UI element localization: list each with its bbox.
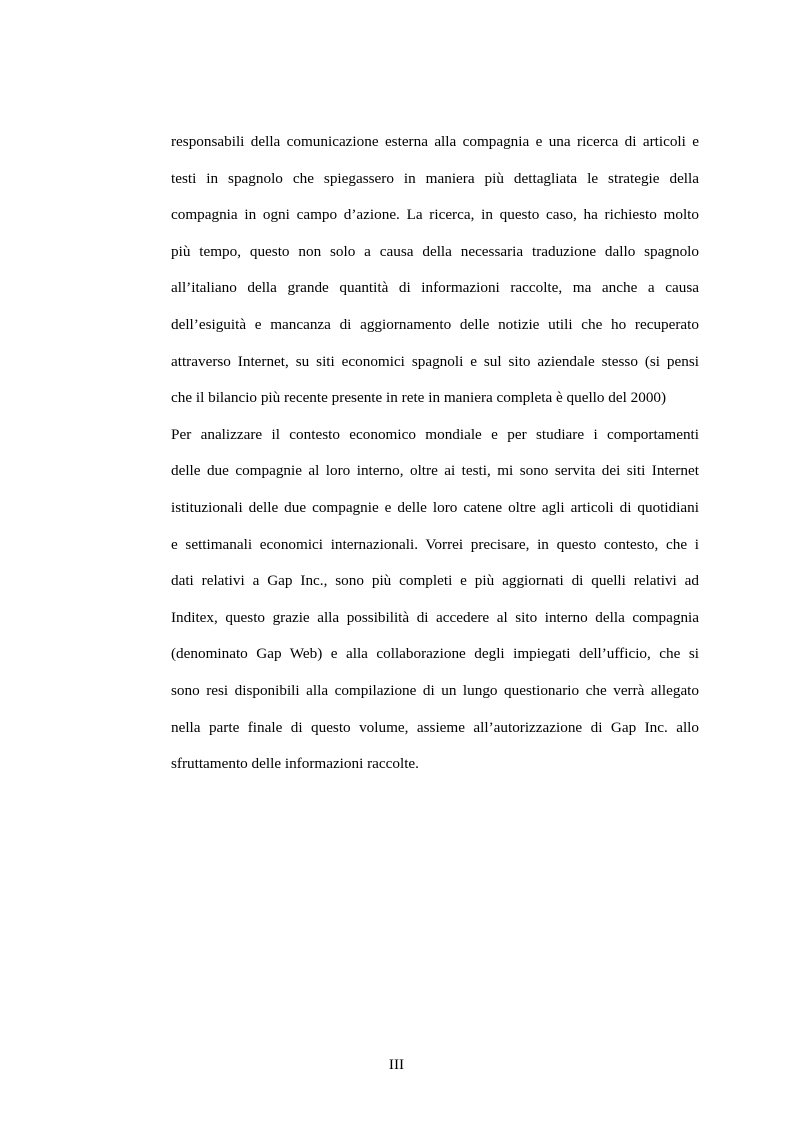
text-line: sono resi disponibili alla compilazione di un lungo questionario che verrà allegato (171, 681, 699, 699)
text-line: delle due compagnie al loro interno, oltre ai testi, mi sono servita dei siti Internet (171, 462, 699, 480)
text-line: testi in spagnolo che spiegassero in maniera più dettagliata le strategie della (171, 169, 699, 187)
text-line: dell’esiguità e mancanza di aggiornamento delle notizie utili che ho recuperato (171, 315, 699, 333)
text-line: più tempo, questo non solo a causa della necessaria traduzione dallo spagnolo (171, 242, 699, 260)
text-line: all’italiano della grande quantità di informazioni raccolte, ma anche a causa (171, 279, 699, 297)
text-line: Per analizzare il contesto economico mondiale e per studiare i comportamenti (171, 425, 699, 443)
text-line: che il bilancio più recente presente in rete in maniera completa è quello del 2000) (171, 389, 667, 407)
text-line: (denominato Gap Web) e alla collaborazione degli impiegati dell’ufficio, che si (171, 645, 699, 663)
text-line: compagnia in ogni campo d’azione. La ricerca, in questo caso, ha richiesto molto (171, 206, 699, 224)
text-line: responsabili della comunicazione esterna alla compagnia e una ricerca di articoli e (171, 133, 699, 150)
text-line: attraverso Internet, su siti economici spagnoli e sul sito aziendale stesso (si pensi (171, 352, 699, 370)
text-line: nella parte finale di questo volume, assieme all’autorizzazione di Gap Inc. allo (171, 718, 699, 736)
text-line: sfruttamento delle informazioni raccolte. (171, 755, 419, 773)
text-line: Inditex, questo grazie alla possibilità di accedere al sito interno della compagnia (171, 608, 699, 626)
text-line: istituzionali delle due compagnie e delle loro catene oltre agli articoli di quotidiani (171, 498, 699, 516)
body-text (171, 130, 699, 789)
page-number: III (388, 1056, 405, 1073)
text-line: dati relativi a Gap Inc., sono più completi e più aggiornati di quelli relativi ad (171, 572, 699, 590)
text-line: e settimanali economici internazionali. Vorrei precisare, in questo contesto, che i (171, 535, 699, 553)
